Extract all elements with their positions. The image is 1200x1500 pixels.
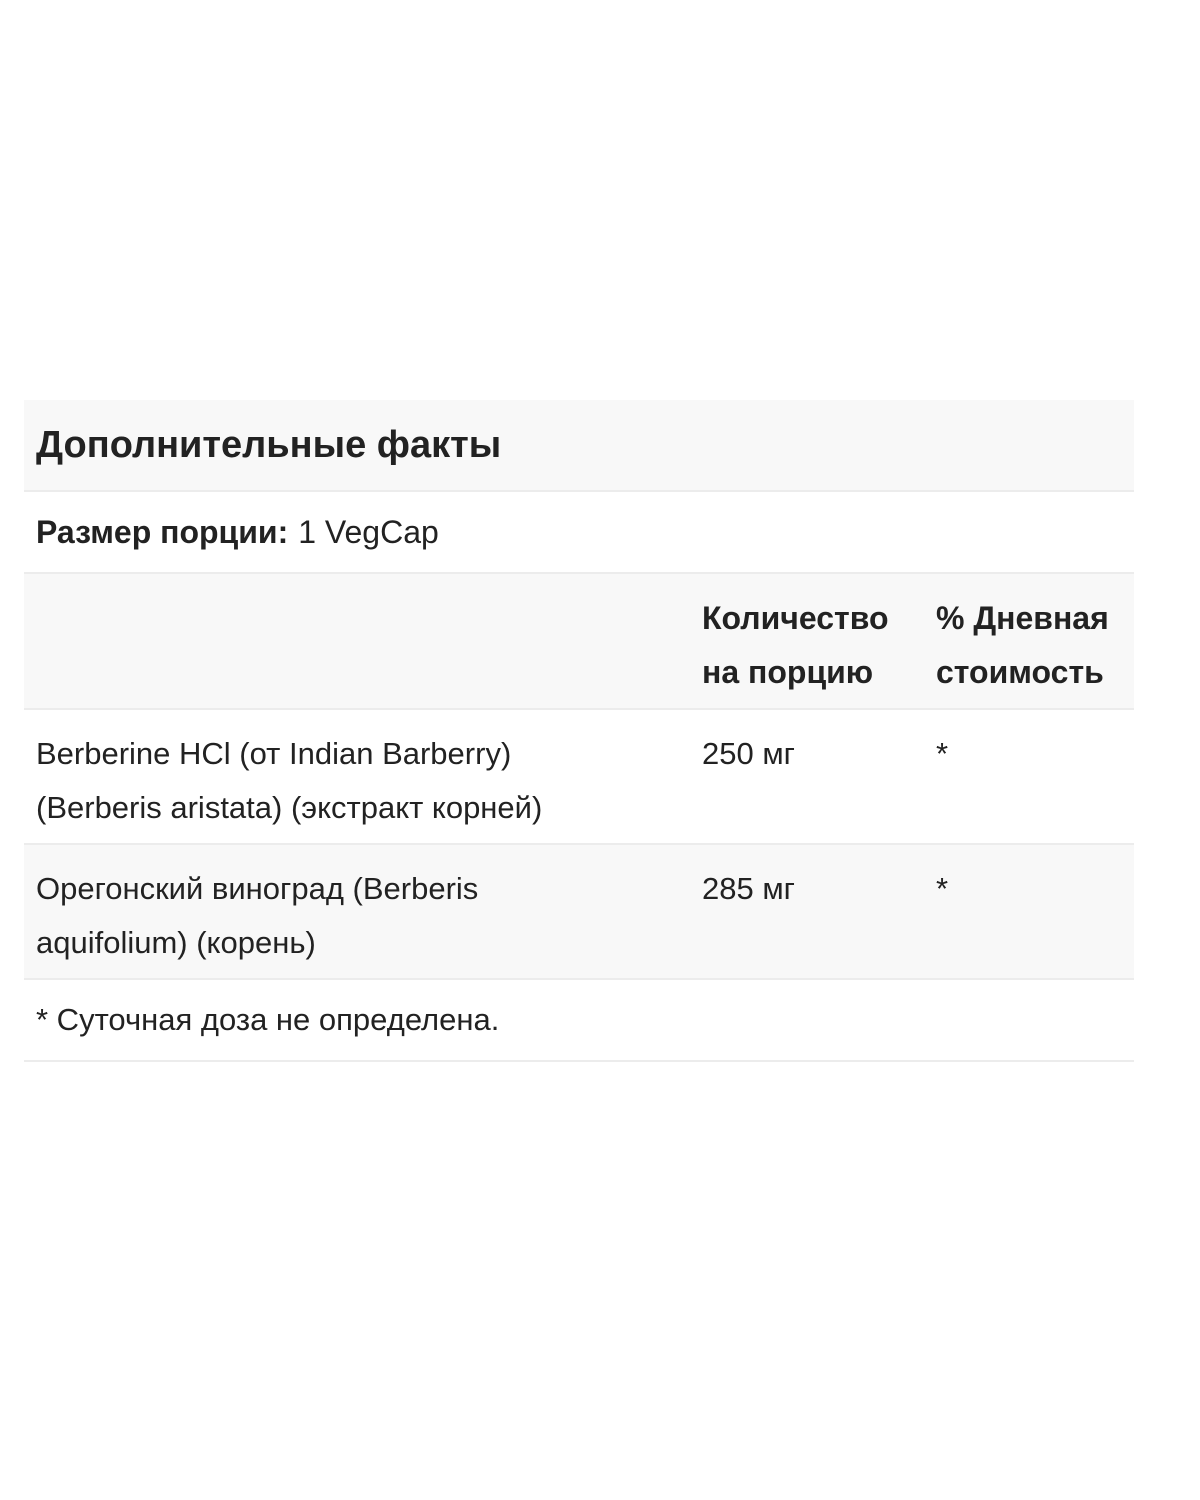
- amount-header-line-2: на порцию: [702, 654, 874, 690]
- serving-size-label: Размер порции:: [36, 513, 289, 550]
- ingredient-amount: 250 мг: [702, 736, 795, 771]
- facts-title-text: Дополнительные факты: [36, 423, 502, 466]
- dv-header-line-2: стоимость: [936, 654, 1104, 690]
- footnote-text: * Суточная доза не определена.: [36, 1002, 500, 1037]
- facts-title: [24, 400, 1134, 492]
- ingredient-row-oregon-grape: [24, 845, 1134, 980]
- footnote-row: [24, 980, 1134, 1062]
- amount-header-line-1: Количество: [702, 600, 889, 636]
- supplement-facts-panel: [24, 400, 1134, 1062]
- ingredient-row-berberine: [24, 710, 1134, 845]
- ingredient-daily-value: *: [936, 871, 949, 906]
- daily-value-header: [936, 591, 1136, 699]
- serving-size-row: [24, 492, 1134, 574]
- ingredient-name: [36, 727, 676, 835]
- ingredient-name-line-1: Орегонский виноград (Berberis: [36, 871, 479, 906]
- dv-header-line-1: % Дневная: [936, 600, 1109, 636]
- serving-size-value: 1 VegCap: [298, 513, 439, 550]
- ingredient-amount: 285 мг: [702, 871, 795, 906]
- ingredient-name: [36, 862, 676, 970]
- ingredient-name-line-2: aquifolium) (корень): [36, 925, 316, 960]
- ingredient-name-line-1: Berberine HCl (от Indian Barberry): [36, 736, 512, 771]
- table-header-row: [24, 574, 1134, 710]
- amount-per-serving-header: [702, 591, 922, 699]
- ingredient-name-line-2: (Berberis aristata) (экстракт корней): [36, 790, 543, 825]
- ingredient-daily-value: *: [936, 736, 949, 771]
